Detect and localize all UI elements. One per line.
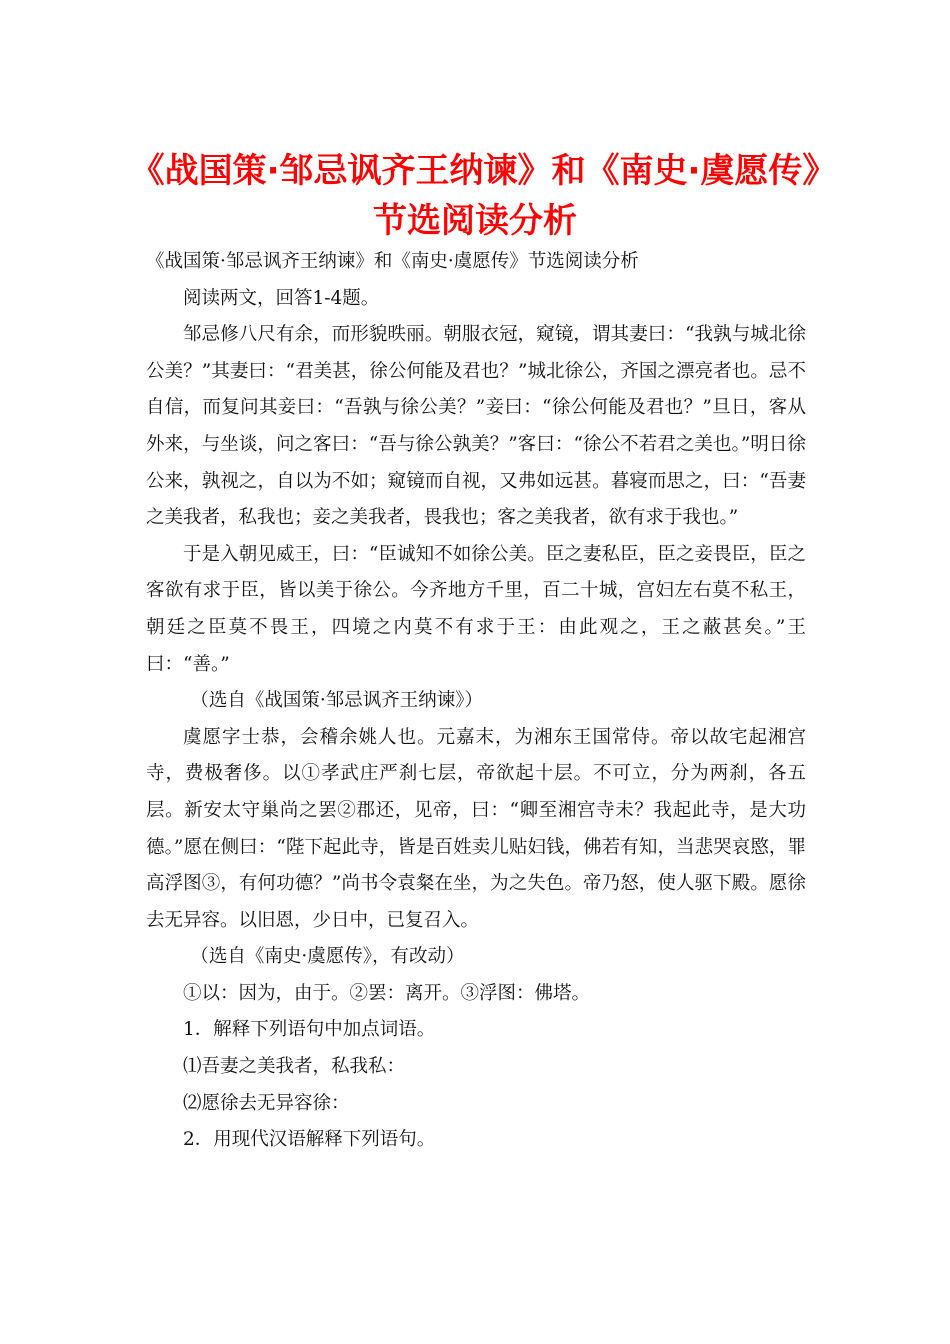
question-1-item-2: ⑵愿徐去无异容徐： [183,1092,350,1114]
question-1: 1．解释下列语句中加点词语。 [183,1019,436,1041]
reading-instruction: 阅读两文，回答1-4题。 [183,287,380,309]
document-body [146,244,806,1159]
question-1-item-1: ⑴吾妻之美我者，私我私： [183,1056,406,1078]
document-subtitle: 《战国策·邹忌讽齐王纳谏》和《南史·虞愿传》节选阅读分析 [146,251,639,272]
annotation-notes: ①以：因为，由于。②罢：离开。③浮图：佛塔。 [183,982,591,1004]
passage2-paragraph1: 虞愿字士恭，会稽余姚人也。元嘉末，为湘东王国常侍。帝以故宅起湘宫寺，费极奢侈。以①孝武庄严刹七层，帝欲起十层。不可立，分为两刹，各五层。新安太守巢尚之罢②郡还，见帝，曰：“卿至湘宫寺未？我起此寺，是大功德。”愿在侧曰：“陛下起此寺，皆是百姓卖儿贴妇钱，佛若有知，当悲哭哀愍，罪高浮图③，有何功德？”尚书令袁粲在坐，为之失色。帝乃怒，使人驱下殿。愿徐去无异容。以旧恩，少日中，已复召入。 [146,726,806,931]
passage2-source: （选自《南史·虞愿传》，有改动） [190,946,465,968]
passage1-paragraph1: 邹忌修八尺有余，而形貌昳丽。朝服衣冠，窥镜，谓其妻曰：“我孰与城北徐公美？”其妻曰：“君美甚，徐公何能及君也？”城北徐公，齐国之漂亮者也。忌不自信，而复问其妾曰：“吾孰与徐公美？”妾曰：“徐公何能及君也？”旦日，客从外来，与坐谈，问之客曰：“吾与徐公孰美？”客曰：“徐公不若君之美也。”明日徐公来，孰视之，自以为不如；窥镜而自视，又弗如远甚。暮寝而思之，曰：“吾妻之美我者，私我也；妾之美我者，畏我也；客之美我者，欲有求于我也。” [146,324,806,529]
passage1-paragraph2: 于是入朝见威王，曰：“臣诚知不如徐公美。臣之妻私臣，臣之妾畏臣，臣之客欲有求于臣，皆以美于徐公。今齐地方千里，百二十城，宫妇左右莫不私王，朝廷之臣莫不畏王，四境之内莫不有求于王：由此观之，王之蔽甚矣。”王曰：“善。” [146,543,806,675]
passage1-source: （选自《战国策·邹忌讽齐王纳谏》） [190,690,484,712]
question-2: 2．用现代汉语解释下列语句。 [183,1129,436,1151]
document-title: 《战国策·邹忌讽齐王纳谏》和《南史·虞愿传》节选阅读分析 [130,151,820,241]
